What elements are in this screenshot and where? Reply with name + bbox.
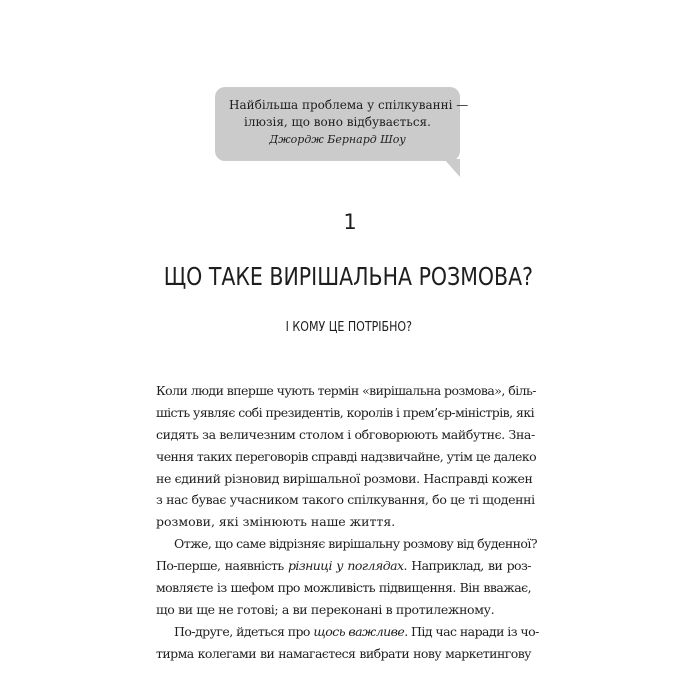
body-text xyxy=(156,380,539,665)
chapter-number: 1 xyxy=(343,210,357,234)
body-line: тирма колегами ви намагаєтеся вибрати нову маркетингову xyxy=(156,645,531,661)
body-text-run: . Наприклад, ви роз- xyxy=(403,558,531,574)
paragraph-2 xyxy=(156,533,537,621)
body-text-run: По-перше, наявність xyxy=(156,558,288,574)
body-line: не єдиний різновид вирішальної розмови. Насправді кожен xyxy=(156,470,533,486)
body-line: Отже, що саме відрізняє вирішальну розмову від буденної? xyxy=(174,536,537,552)
emphasis-text: щось важливе xyxy=(313,623,405,639)
epigraph-line-1: Найбільша проблема у спілкуванні — xyxy=(229,98,469,112)
emphasis-text: різниці у поглядах xyxy=(287,558,404,574)
paragraph-1 xyxy=(156,380,537,533)
body-line: мовляєте із шефом про можливість підвищення. Він вважає, xyxy=(156,580,531,596)
body-line: розмови, які змінюють наше життя. xyxy=(156,514,396,530)
body-line: що ви ще не готові; а ви переконані в протилежному. xyxy=(156,601,495,617)
chapter-subtitle: І КОМУ ЦЕ ПОТРІБНО? xyxy=(285,320,412,335)
body-line: з нас буває учасником такого спілкування, бо це ті щоденні xyxy=(156,492,535,508)
body-line xyxy=(156,555,531,577)
epigraph-bubble xyxy=(215,87,469,161)
body-text-run: По-друге, йдеться про xyxy=(174,623,314,639)
body-line: сидять за величезним столом і обговорюють майбутнє. Зна- xyxy=(156,426,535,442)
paragraph-3 xyxy=(156,621,539,665)
body-line xyxy=(156,621,539,643)
epigraph-bubble-tail xyxy=(444,159,460,177)
body-text-run: . Під час наради із чо- xyxy=(404,623,539,639)
body-line: шість уявляє собі президентів, королів і прем’єр-міністрів, які xyxy=(156,404,535,420)
body-line: Коли люди вперше чують термін «вирішальна розмова», біль- xyxy=(156,383,536,398)
chapter-title: ЩО ТАКЕ ВИРІШАЛЬНА РОЗМОВА? xyxy=(163,262,534,291)
epigraph-author: Джордж Бернард Шоу xyxy=(269,133,406,146)
body-line: чення таких переговорів справді надзвичайне, утім це далеко xyxy=(156,448,537,464)
epigraph-line-2: ілюзія, що воно відбувається. xyxy=(244,115,431,129)
